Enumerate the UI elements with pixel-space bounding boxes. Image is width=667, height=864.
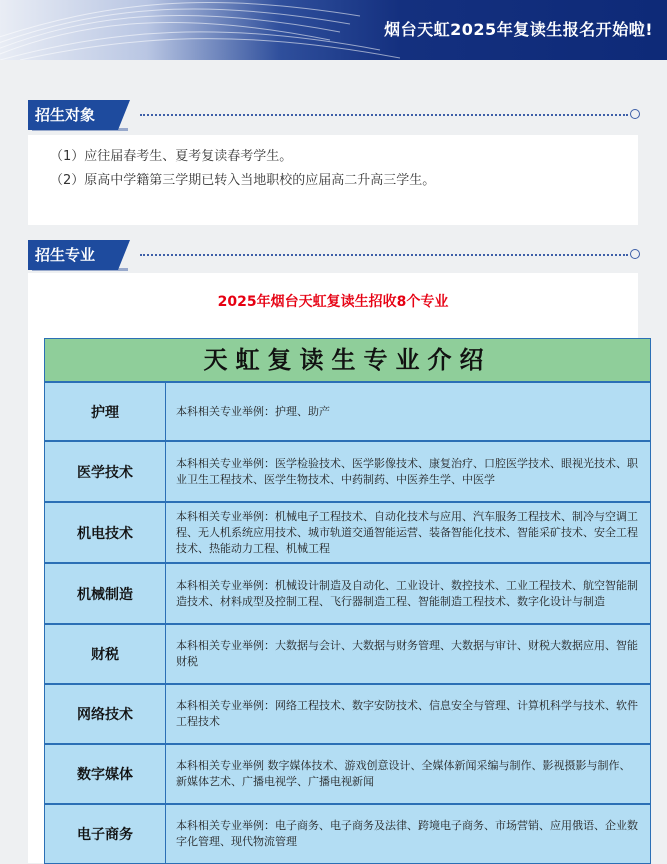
- table-row: [45, 501, 650, 562]
- target-card: [28, 135, 638, 225]
- table-row: [45, 383, 650, 440]
- major-desc: 本科相关专业举例：大数据与会计、大数据与财务管理、大数据与审计、财税大数据应用、智能财税: [176, 639, 638, 668]
- target-line-2: （2）原高中学籍第三学期已转入当地职校的应届高二升高三学生。: [50, 173, 436, 188]
- major-desc: 本科相关专业举例 数字媒体技术、游戏创意设计、全媒体新闻采编与制作、影视摄影与制作、新媒体艺术、广播电视学、广播电视新闻: [176, 759, 631, 788]
- major-desc: 本科相关专业举例：机械设计制造及自动化、工业设计、数控技术、工业工程技术、航空智能制造技术、材料成型及控制工程、飞行器制造工程、智能制造工程技术、数字化设计与制造: [176, 578, 638, 608]
- major-name: 电子商务: [45, 805, 166, 863]
- table-row: [45, 440, 650, 501]
- table-row: [45, 743, 650, 803]
- target-line-1: （1）应往届春考生、夏考复读春考学生。: [50, 149, 293, 164]
- major-name: 财税: [45, 625, 166, 683]
- target-section-tag: 招生对象: [28, 100, 118, 130]
- major-desc: 本科相关专业举例：电子商务、电子商务及法律、跨境电子商务、市场营销、应用俄语、企业数字化管理、现代物流管理: [176, 819, 638, 848]
- major-desc: 本科相关专业举例：机械电子工程技术、自动化技术与应用、汽车服务工程技术、制冷与空调工程、无人机系统应用技术、城市轨道交通智能运营、装备智能化技术、智能采矿技术、安全工程技术、热能动力工程、机械工程: [176, 509, 638, 555]
- major-section-header: [28, 240, 638, 272]
- target-section-header: [28, 100, 638, 132]
- major-name: 机电技术: [45, 503, 166, 562]
- major-desc: 本科相关专业举例：网络工程技术、数字安防技术、信息安全与管理、计算机科学与技术、软件工程技术: [176, 699, 638, 728]
- table-row: [45, 562, 650, 623]
- major-name: 护理: [45, 383, 166, 440]
- table-title: 天虹复读生专业介绍: [45, 339, 650, 383]
- major-name: 机械制造: [45, 564, 166, 623]
- major-desc: 本科相关专业举例：医学检验技术、医学影像技术、康复治疗、口腔医学技术、眼视光技术、职业卫生工程技术、医学生物技术、中药制药、中医养生学、中医学: [176, 456, 638, 486]
- major-desc: 本科相关专业举例：护理、助产: [176, 404, 330, 418]
- table-row: [45, 683, 650, 743]
- divider-end-icon: [630, 249, 640, 259]
- major-name: 网络技术: [45, 685, 166, 743]
- table-row: [45, 623, 650, 683]
- major-table: [44, 338, 651, 864]
- divider-end-icon: [630, 109, 640, 119]
- major-name: 数字媒体: [45, 745, 166, 803]
- major-name: 医学技术: [45, 442, 166, 501]
- banner-title: 烟台天虹2025年复读生报名开始啦!: [384, 20, 653, 39]
- divider: [140, 254, 628, 256]
- major-subtitle: 2025年烟台天虹复读生招收8个专业: [217, 294, 449, 310]
- header-banner: [0, 0, 667, 60]
- major-section-tag: 招生专业: [28, 240, 118, 270]
- divider: [140, 114, 628, 116]
- table-row: [45, 803, 650, 863]
